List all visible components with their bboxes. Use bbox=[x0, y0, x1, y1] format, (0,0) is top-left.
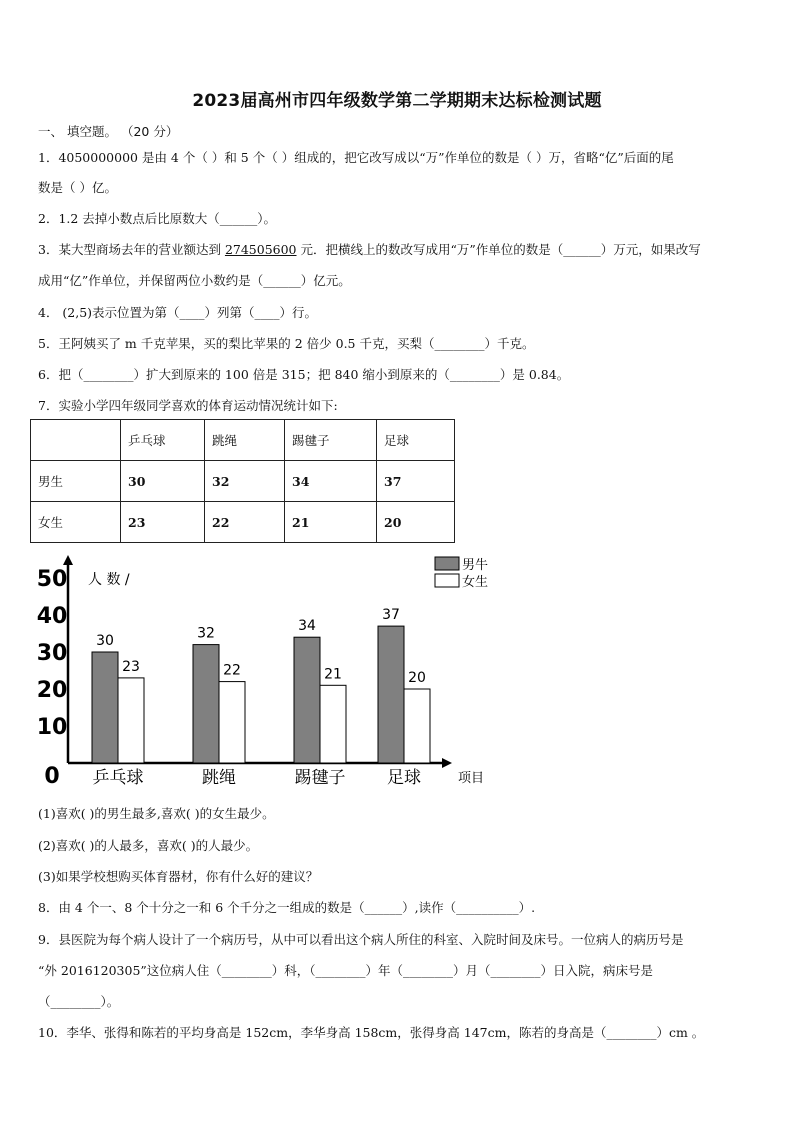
x-axis-label: 项目 bbox=[458, 771, 485, 786]
table-cell: 23 bbox=[121, 502, 205, 543]
bar-value-label: 30 bbox=[96, 633, 114, 649]
bar-boys bbox=[92, 652, 118, 763]
table-cell: 37 bbox=[377, 461, 455, 502]
y-tick-label: 50 bbox=[36, 567, 68, 592]
bar-girls bbox=[320, 685, 346, 763]
question-3-line-1 bbox=[38, 240, 701, 258]
question-7-part-2: (2)喜欢( )的人最多，喜欢( )的人最少。 bbox=[38, 838, 259, 853]
x-tick-label: 跳绳 bbox=[202, 768, 236, 788]
table-cell: 足球 bbox=[377, 420, 455, 461]
table-header-row bbox=[31, 420, 455, 461]
question-1-line-1: 1．4050000000 是由 4 个（ ）和 5 个（ ）组成的，把它改写成以“万”作单位的数是（ ）万，省略“亿”后面的尾 bbox=[38, 150, 674, 165]
table-cell: 32 bbox=[205, 461, 285, 502]
y-tick-label: 40 bbox=[36, 604, 68, 629]
bar-boys bbox=[294, 637, 320, 763]
y-tick-label: 30 bbox=[36, 641, 68, 666]
table-cell: 踢毽子 bbox=[285, 420, 377, 461]
table-cell: 男生 bbox=[31, 461, 121, 502]
question-1-line-2: 数是（ ）亿。 bbox=[38, 180, 117, 195]
bar-girls bbox=[219, 682, 245, 763]
bar-boys bbox=[193, 645, 219, 763]
question-9-line-3: （________）。 bbox=[38, 994, 120, 1009]
stats-table bbox=[30, 419, 455, 543]
bar-value-label: 23 bbox=[122, 658, 140, 675]
bar-girls bbox=[404, 689, 430, 763]
question-7-part-3: (3)如果学校想购买体育器材，你有什么好的建议？ bbox=[38, 869, 319, 884]
legend-label: 男牛 bbox=[462, 558, 489, 573]
question-3-underlined-number: 274505600 bbox=[224, 242, 297, 257]
table-cell bbox=[31, 420, 121, 461]
bar-chart bbox=[30, 553, 500, 797]
bar-value-label: 34 bbox=[298, 618, 316, 635]
y-tick-label: 0 bbox=[44, 764, 60, 789]
question-3-pre: 3．某大型商场去年的营业额达到 bbox=[38, 242, 225, 257]
table-cell: 21 bbox=[285, 502, 377, 543]
question-3-post: 元．把横线上的数改写成用“万”作单位的数是（______）万元，如果改写 bbox=[296, 242, 701, 257]
bar-value-label: 20 bbox=[408, 670, 426, 686]
x-tick-label: 踢毽子 bbox=[294, 768, 346, 788]
question-7: 7．实验小学四年级同学喜欢的体育运动情况统计如下: bbox=[38, 398, 338, 413]
y-axis-label: 人 数 / bbox=[88, 572, 130, 588]
question-3-line-2: 成用“亿”作单位，并保留两位小数约是（______）亿元。 bbox=[38, 273, 351, 288]
x-axis-arrow bbox=[442, 758, 452, 768]
section-heading: 一、 填空题。 （20 分） bbox=[38, 124, 179, 139]
bar-value-label: 21 bbox=[324, 666, 342, 683]
page-title: 2023届高州市四年级数学第二学期期末达标检测试题 bbox=[192, 91, 602, 111]
table-row bbox=[31, 502, 455, 543]
table-cell: 跳绳 bbox=[205, 420, 285, 461]
legend-label: 女生 bbox=[462, 575, 489, 590]
question-8: 8．由 4 个一、8 个十分之一和 6 个千分之一组成的数是（______）,读作（__________）. bbox=[38, 900, 536, 915]
question-7-part-1: (1)喜欢( )的男生最多,喜欢( )的女生最少。 bbox=[38, 806, 275, 821]
bar-value-label: 32 bbox=[197, 625, 215, 642]
bar-value-label: 22 bbox=[223, 662, 241, 679]
question-2: 2．1.2 去掉小数点后比原数大（______）。 bbox=[38, 211, 277, 226]
legend-swatch-boys bbox=[435, 557, 459, 570]
y-axis-arrow bbox=[63, 555, 73, 565]
table-cell: 女生 bbox=[31, 502, 121, 543]
bar-value-label: 37 bbox=[382, 607, 400, 624]
table-cell: 乒乓球 bbox=[121, 420, 205, 461]
x-tick-label: 足球 bbox=[387, 768, 421, 788]
question-4: 4． (2,5)表示位置为第（____）列第（____）行。 bbox=[38, 305, 318, 320]
bar-boys bbox=[378, 626, 404, 763]
question-9-line-1: 9．县医院为每个病人设计了一个病历号，从中可以看出这个病人所住的科室、入院时间及床号。一位病人的病历号是 bbox=[38, 932, 684, 947]
table-cell: 20 bbox=[377, 502, 455, 543]
question-9-line-2: “外 2016120305”这位病人住（________）科，（________）年（________）月（________）日入院，病床号是 bbox=[38, 963, 654, 978]
y-tick-label: 20 bbox=[36, 678, 68, 703]
bar-chart-svg bbox=[30, 553, 500, 793]
question-10: 10．李华、张得和陈若的平均身高是 152cm，李华身高 158cm，张得身高 147cm，陈若的身高是（________）cm 。 bbox=[38, 1025, 705, 1040]
question-5: 5．王阿姨买了 m 千克苹果，买的梨比苹果的 2 倍少 0.5 千克，买梨（________）千克。 bbox=[38, 336, 535, 351]
question-6: 6．把（________）扩大到原来的 100 倍是 315；把 840 缩小到原来的（________）是 0.84。 bbox=[38, 367, 570, 382]
table-row bbox=[31, 461, 455, 502]
table-cell: 22 bbox=[205, 502, 285, 543]
table-cell: 34 bbox=[285, 461, 377, 502]
legend-swatch-girls bbox=[435, 574, 459, 587]
y-tick-label: 10 bbox=[36, 715, 68, 740]
bar-girls bbox=[118, 678, 144, 763]
table-cell: 30 bbox=[121, 461, 205, 502]
x-tick-label: 乒乓球 bbox=[92, 768, 144, 788]
